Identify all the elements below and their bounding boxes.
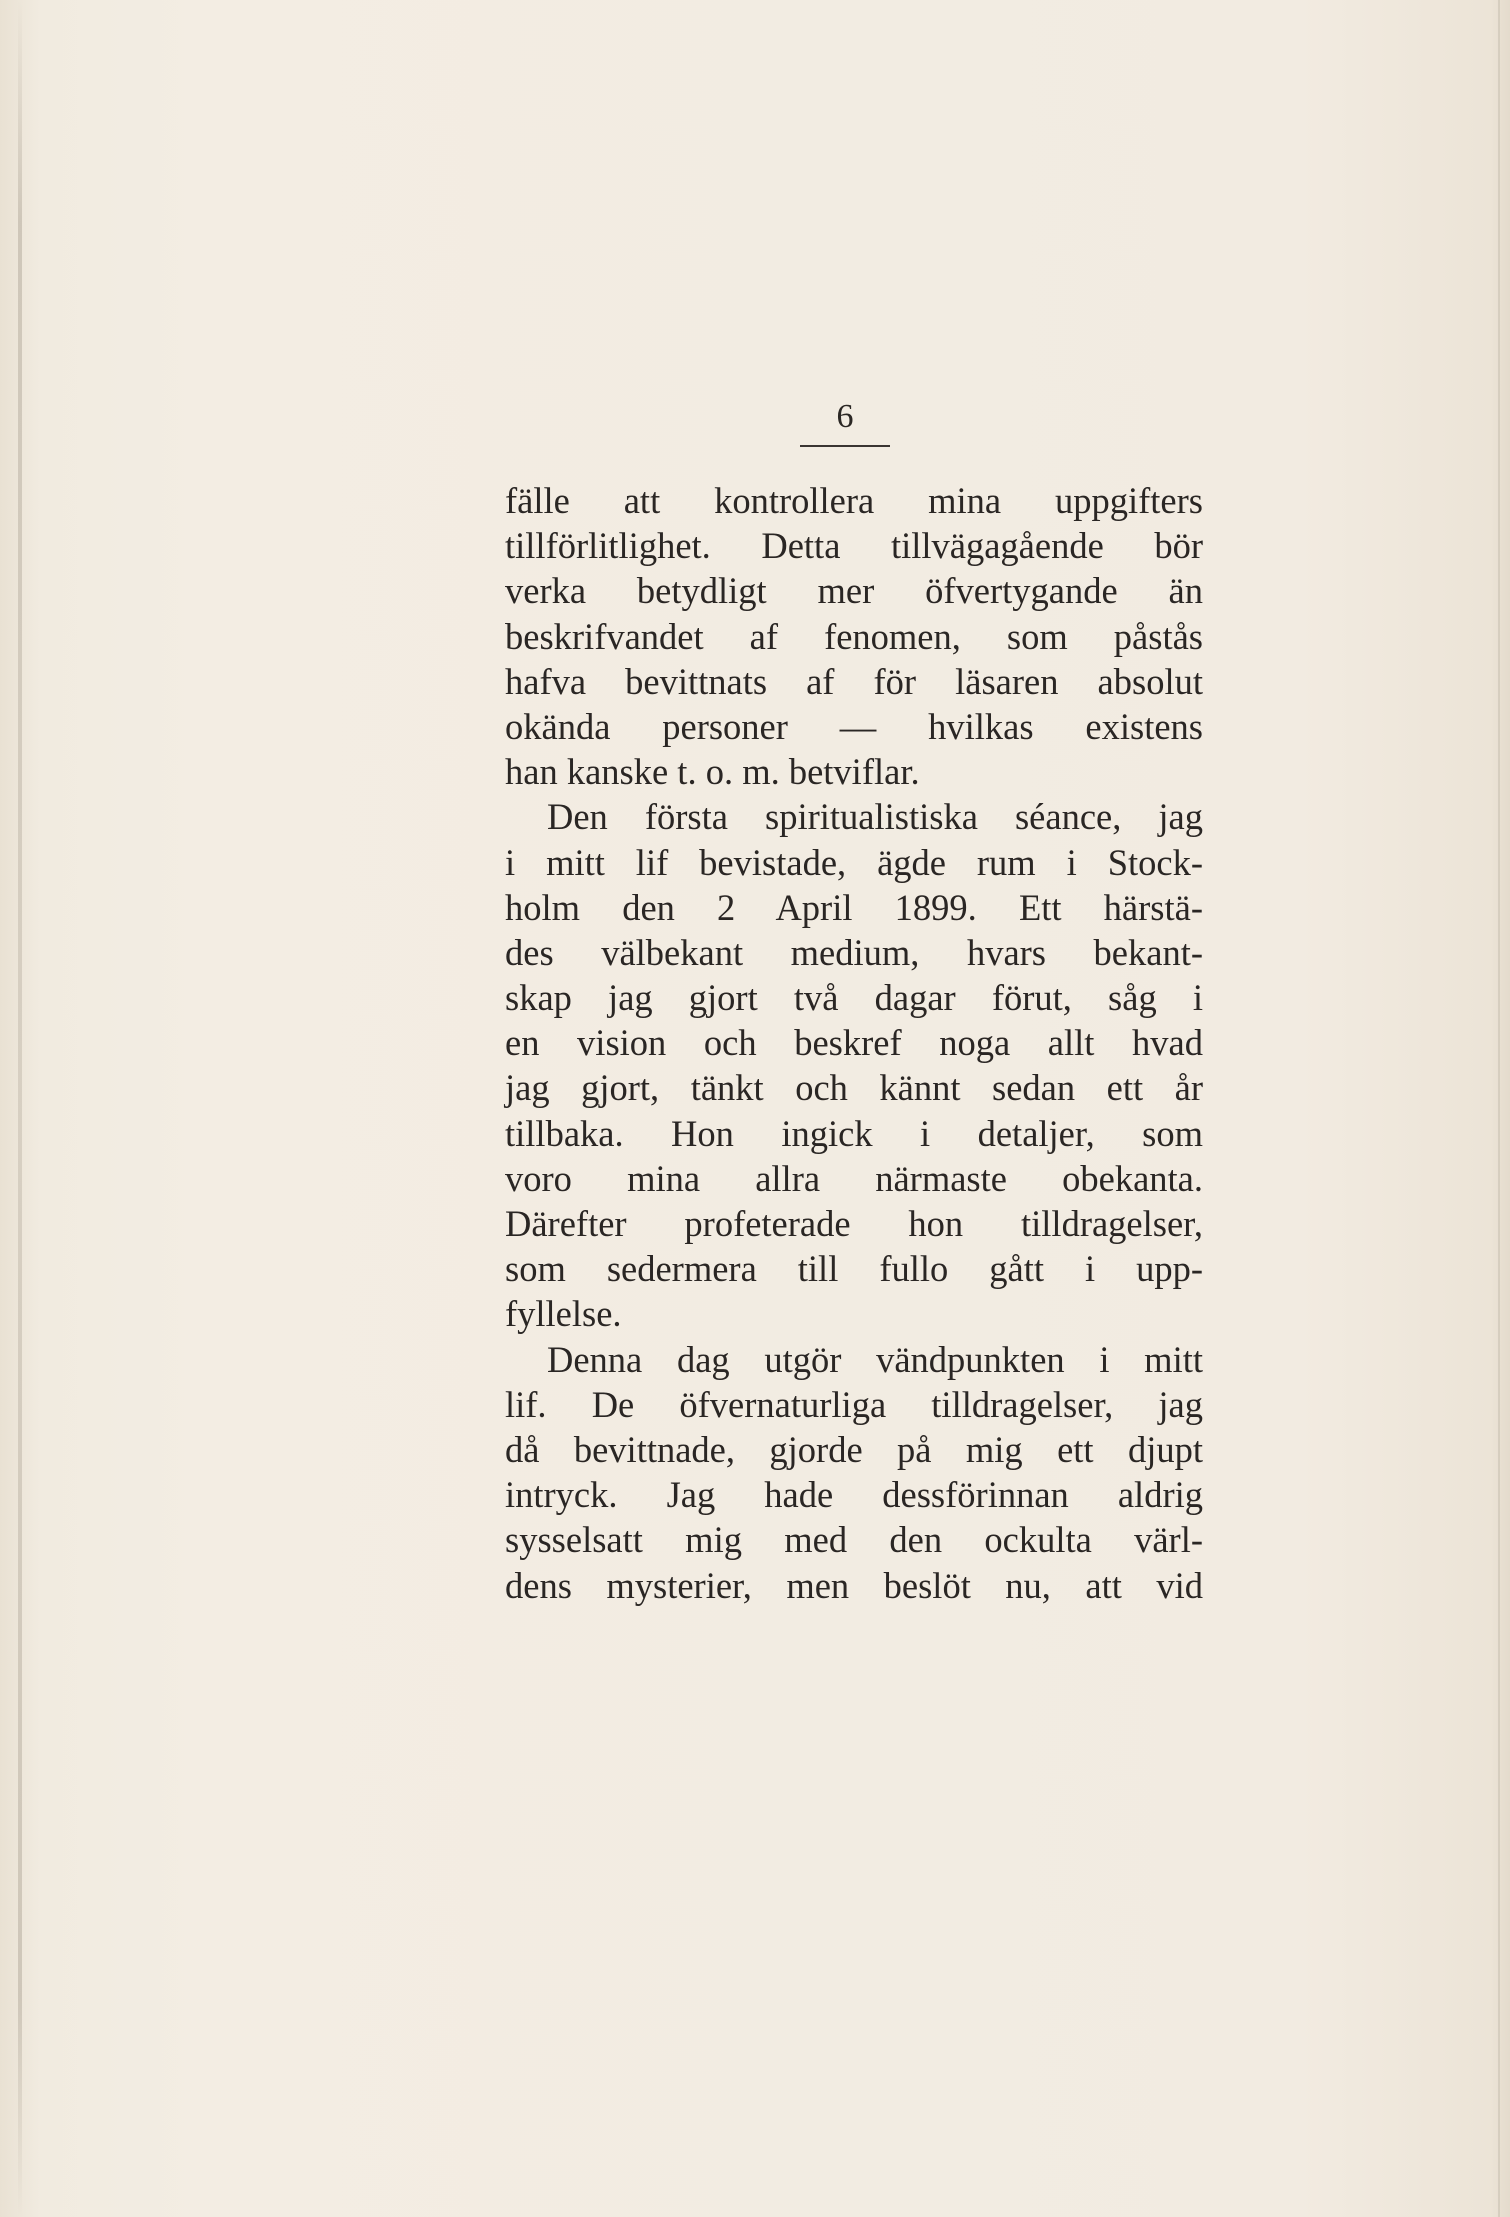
page-right-edge	[1498, 0, 1500, 2217]
text-line: fälle att kontrollera mina uppgifters	[505, 480, 1203, 521]
text-line: intryck. Jag hade dessförinnan aldrig	[505, 1474, 1203, 1516]
text-line: tillförlitlighet. Detta tillvägagående bör	[505, 525, 1203, 567]
text-line: okända personer — hvilkas existens	[505, 705, 1203, 747]
text-line: fyllelse.	[505, 1293, 622, 1335]
text-line: holm den 2 April 1899. Ett härstä-	[505, 886, 1203, 928]
page-number-rule	[800, 445, 890, 447]
text-line: beskrifvandet af fenomen, som påstås	[505, 615, 1203, 657]
text-line: skap jag gjort två dagar förut, såg i	[505, 977, 1203, 1019]
text-line: voro mina allra närmaste obekanta.	[505, 1157, 1203, 1199]
text-line: sysselsatt mig med den ockulta värl-	[505, 1519, 1203, 1561]
text-line: des välbekant medium, hvars bekant-	[505, 931, 1203, 973]
text-line: Denna dag utgör vändpunkten i mitt	[547, 1338, 1203, 1380]
text-line: tillbaka. Hon ingick i detaljer, som	[505, 1112, 1203, 1154]
text-line: han kanske t. o. m. betviflar.	[505, 751, 920, 793]
text-line: jag gjort, tänkt och kännt sedan ett år	[505, 1067, 1203, 1109]
text-line: dens mysterier, men beslöt nu, att vid	[505, 1564, 1203, 1606]
text-line: Den första spiritualistiska séance, jag	[547, 796, 1203, 838]
text-line: i mitt lif bevistade, ägde rum i Stock-	[505, 841, 1203, 883]
text-line: Därefter profeterade hon tilldragelser,	[505, 1203, 1203, 1244]
text-line: som sedermera till fullo gått i upp-	[505, 1248, 1203, 1290]
page-number: 6	[836, 398, 854, 435]
text-line: en vision och beskref noga allt hvad	[505, 1022, 1203, 1064]
text-line: hafva bevittnats af för läsaren absolut	[505, 660, 1203, 702]
text-line: lif. De öfvernaturliga tilldragelser, jag	[505, 1383, 1203, 1425]
text-line: då bevittnade, gjorde på mig ett djupt	[505, 1428, 1203, 1470]
body-text	[505, 478, 1203, 1608]
text-line: verka betydligt mer öfvertygande än	[505, 570, 1203, 612]
page-left-edge	[18, 0, 22, 2217]
